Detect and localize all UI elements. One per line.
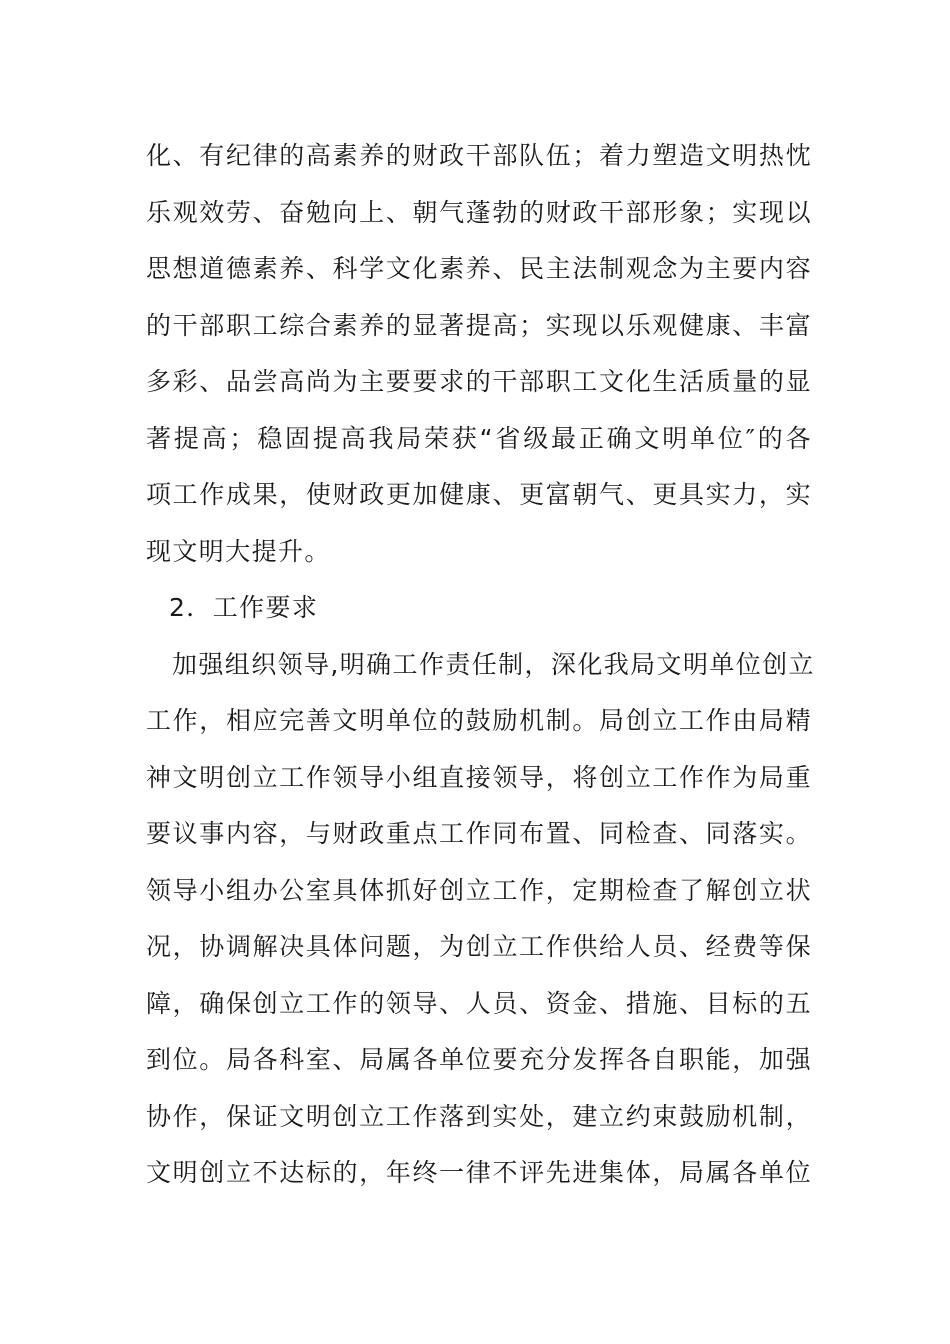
paragraph-goals — [146, 128, 812, 580]
text-line: 现文明大提升。 — [146, 536, 331, 566]
text-line: 神文明创立工作领导小组直接领导，将创立工作作为局重 — [146, 762, 812, 792]
text-line: 项工作成果，使财政更加健康、更富朝气、更具实力，实 — [146, 480, 812, 509]
paragraph-requirements — [146, 637, 815, 1202]
text-line: 工作，相应完善文明单位的鼓励机制。局创立工作由局精 — [146, 706, 812, 735]
text-line: 要议事内容，与财政重点工作同布置、同检查、同落实。 — [146, 819, 812, 848]
text-line: 障，确保创立工作的领导、人员、资金、措施、目标的五 — [146, 988, 812, 1018]
text-line: 的干部职工综合素养的显著提高；实现以乐观健康、丰富 — [146, 310, 812, 340]
text-line: 乐观效劳、奋勉向上、朝气蓬勃的财政干部形象；实现以 — [146, 197, 812, 227]
text-line: 领导小组办公室具体抓好创立工作，定期检查了解创立状 — [146, 875, 812, 905]
text-line: 思想道德素养、科学文化素养、民主法制观念为主要内容 — [146, 254, 812, 283]
section-heading: 2．工作要求 — [169, 593, 319, 622]
text-line: 协作，保证文明创立工作落到实处，建立约束鼓励机制， — [146, 1101, 812, 1131]
text-line: 文明创立不达标的，年终一律不评先进集体，局属各单位 — [146, 1158, 812, 1187]
text-line: 多彩、品尝高尚为主要要求的干部职工文化生活质量的显 — [146, 367, 812, 396]
text-line: 加强组织领导,明确工作责任制，深化我局文明单位创立 — [172, 649, 815, 679]
text-line: 著提高；稳固提高我局荣获“省级最正确文明单位″的各 — [146, 423, 812, 453]
document-body — [146, 128, 815, 1202]
text-line: 到位。局各科室、局属各单位要充分发挥各自职能，加强 — [146, 1045, 812, 1074]
text-line: 化、有纪律的高素养的财政干部队伍；着力塑造文明热忱 — [146, 141, 812, 170]
text-line: 况，协调解决具体问题，为创立工作供给人员、经费等保 — [146, 932, 812, 961]
